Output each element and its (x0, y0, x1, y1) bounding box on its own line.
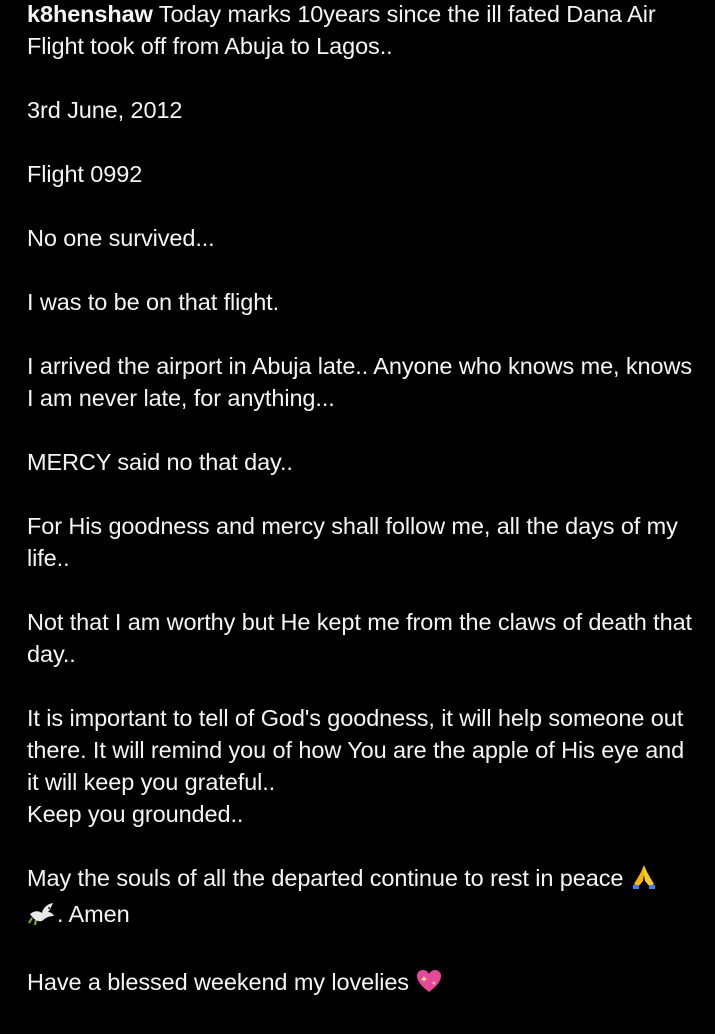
caption-worthy: Not that I am worthy but He kept me from the claws of death that day.. (27, 609, 692, 667)
caption-grounded: Keep you grounded.. (27, 801, 244, 827)
caption-mercy: MERCY said no that day.. (27, 449, 293, 475)
caption-survivors: No one survived... (27, 225, 215, 251)
caption-blessed-weekend (27, 966, 697, 1002)
weekend-text: Have a blessed weekend my lovelies (27, 969, 416, 995)
caption-important: It is important to tell of God's goodness, it will help someone out there. It will remind you of how You are the apple of His eye and it will keep you grateful.. (27, 705, 685, 795)
caption-date: 3rd June, 2012 (27, 97, 183, 123)
caption-intro (27, 0, 697, 62)
rip-text: May the souls of all the departed continue to rest in peace (27, 865, 630, 891)
dove-icon (27, 900, 57, 934)
caption-flight: Flight 0992 (27, 161, 143, 187)
caption-text: Today marks 10years since the ill fated Dana Air Flight took off from Abuja to Lagos.. (27, 1, 656, 59)
sparkling-heart-icon (415, 968, 443, 1002)
praying-hands-icon (630, 862, 658, 898)
caption-goodness: For His goodness and mercy shall follow me, all the days of my life.. (27, 513, 678, 571)
caption-arrived-late: I arrived the airport in Abuja late.. Anyone who knows me, knows I am never late, for anything... (27, 353, 693, 411)
username-link[interactable]: k8henshaw (27, 1, 153, 27)
caption-rest-in-peace (27, 862, 697, 934)
amen-text: . Amen (57, 901, 130, 927)
post-caption (27, 0, 697, 1034)
caption-was-to-be: I was to be on that flight. (27, 289, 280, 315)
